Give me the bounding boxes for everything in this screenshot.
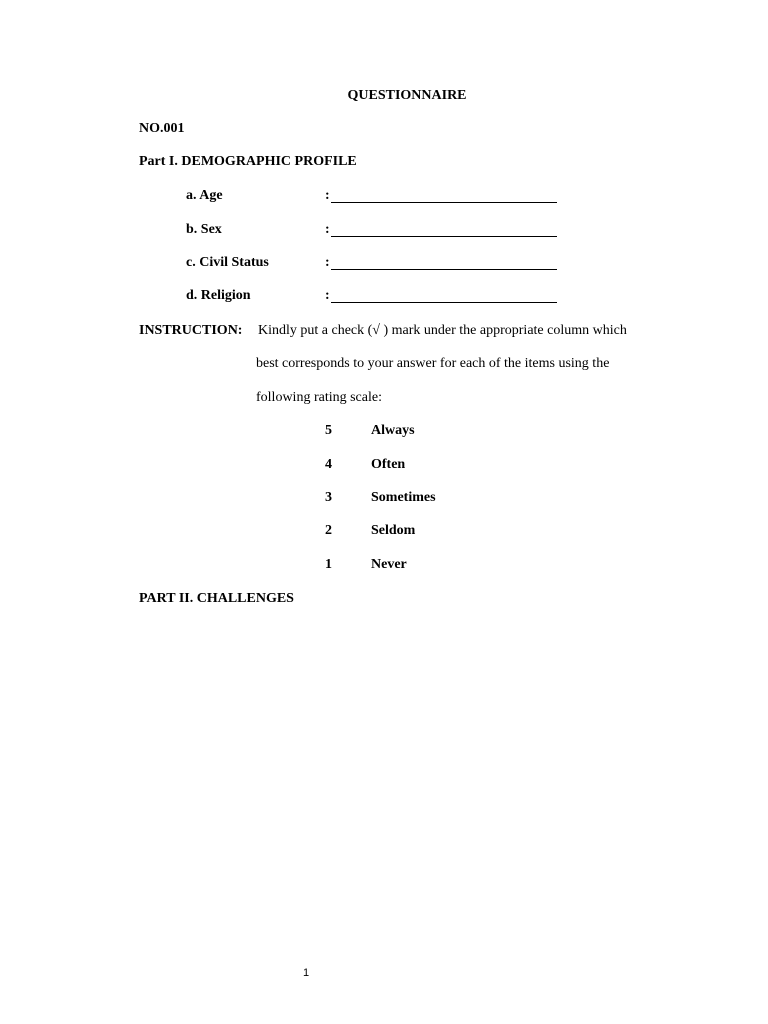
rating-label: Sometimes xyxy=(371,490,436,505)
field-separator: : xyxy=(325,288,330,303)
field-separator: : xyxy=(325,188,330,203)
field-separator: : xyxy=(325,255,330,270)
instruction-text-line-2: best corresponds to your answer for each of the items using the xyxy=(256,356,610,371)
rating-value: 1 xyxy=(325,557,332,572)
page-title: QUESTIONNAIRE xyxy=(347,88,467,103)
questionnaire-number: NO.001 xyxy=(139,121,185,136)
rating-value: 4 xyxy=(325,457,332,472)
field-label: c. Civil Status xyxy=(186,255,269,270)
part1-heading: Part I. DEMOGRAPHIC PROFILE xyxy=(139,154,357,169)
rating-value: 2 xyxy=(325,523,332,538)
age-blank-line[interactable] xyxy=(331,202,557,203)
page-number: 1 xyxy=(302,967,310,979)
field-label: b. Sex xyxy=(186,222,222,237)
field-separator: : xyxy=(325,222,330,237)
instruction-heading: INSTRUCTION: xyxy=(139,323,243,338)
religion-blank-line[interactable] xyxy=(331,302,557,303)
rating-label: Always xyxy=(371,423,415,438)
rating-value: 3 xyxy=(325,490,332,505)
instruction-text-line-1: Kindly put a check (√ ) mark under the appropriate column which xyxy=(258,323,627,338)
rating-value: 5 xyxy=(325,423,332,438)
field-label: d. Religion xyxy=(186,288,251,303)
rating-label: Seldom xyxy=(371,523,416,538)
civil-status-blank-line[interactable] xyxy=(331,269,557,270)
field-label: a. Age xyxy=(186,188,223,203)
part2-heading: PART II. CHALLENGES xyxy=(139,591,294,606)
sex-blank-line[interactable] xyxy=(331,236,557,237)
rating-label: Often xyxy=(371,457,406,472)
rating-label: Never xyxy=(371,557,407,572)
instruction-text-line-3: following rating scale: xyxy=(256,390,382,405)
